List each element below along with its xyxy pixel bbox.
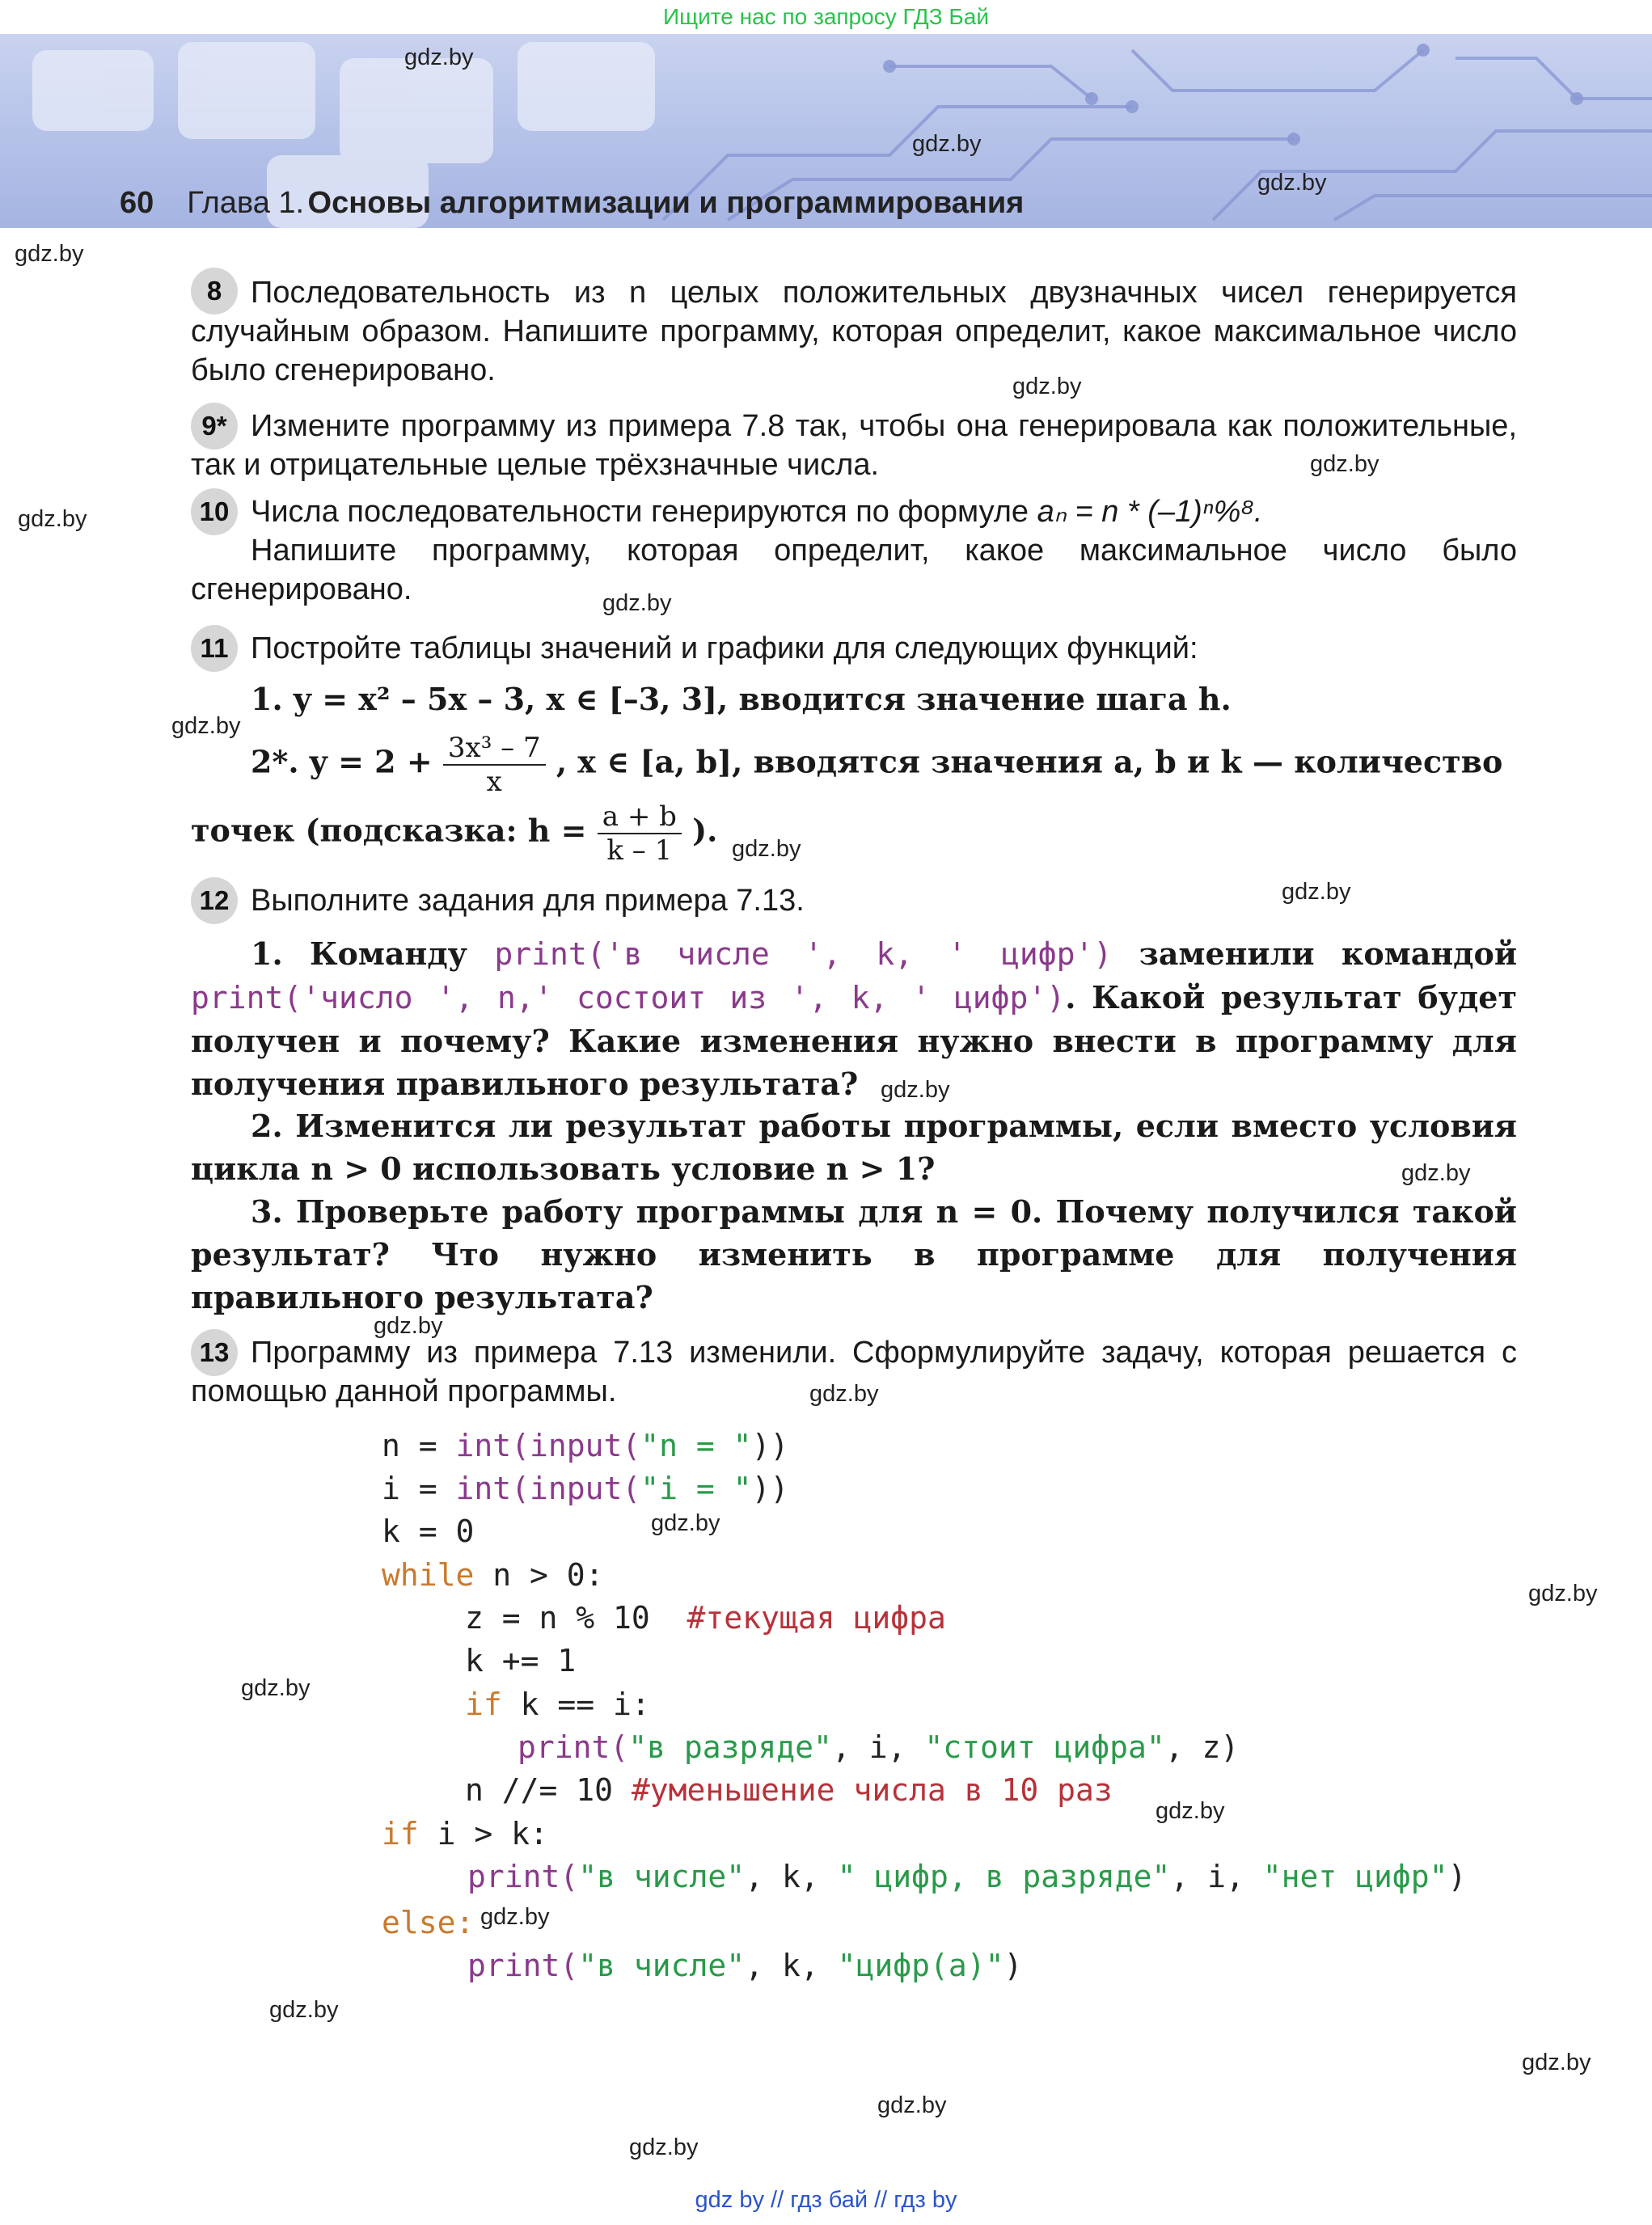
watermark: gdz.by (171, 713, 241, 739)
watermark: gdz.by (1282, 879, 1351, 905)
watermark: gdz.by (1310, 451, 1379, 477)
code-line-1: n = int(input("n = ")) (382, 1428, 789, 1463)
watermark: gdz.by (1522, 2050, 1591, 2075)
code-line-6: k += 1 (465, 1643, 577, 1678)
code-line-2: i = int(input("i = ")) (382, 1471, 789, 1506)
watermark: gdz.by (1528, 1581, 1598, 1606)
watermark: gdz.by (1401, 1160, 1471, 1186)
watermark: gdz.by (877, 2092, 947, 2118)
q1-text-b: заменили командой (1139, 935, 1518, 972)
task-10-text-a: Числа последовательности генерируются по формуле (251, 495, 1029, 529)
watermark: gdz.by (269, 1997, 339, 2023)
page-number: 60 (120, 186, 154, 220)
top-search-note: Ищите нас по запросу ГДЗ Бай (662, 4, 990, 29)
fraction-denominator: x (486, 766, 502, 798)
footer-links: gdz by // гдз бай // гдз by (695, 2187, 957, 2213)
q1-text-a: 1. Команду (251, 935, 467, 972)
watermark: gdz.by (881, 1077, 950, 1103)
watermark: gdz.by (1156, 1798, 1225, 1824)
code-line-3: k = 0 (382, 1514, 475, 1549)
watermark: gdz.by (602, 590, 672, 616)
code-line-7: if k == i: (465, 1687, 650, 1722)
task-11-item2 (251, 732, 1517, 798)
chapter-prefix: Глава 1. (187, 186, 305, 220)
watermark: gdz.by (732, 836, 801, 862)
task-12-q1 (191, 932, 1517, 1105)
hint-fraction (598, 800, 682, 867)
task-number-9: 9* (191, 403, 238, 450)
watermark: gdz.by (1012, 374, 1082, 399)
watermark: gdz.by (15, 241, 84, 267)
task-10-formula: aₙ = n * (–1)ⁿ%⁸. (1037, 495, 1263, 529)
task-11-item1: 1. y = x² – 5x – 3, x ∈ [–3, 3], вводится значение шага h. (251, 681, 1232, 717)
task-number-10: 10 (191, 488, 238, 535)
code-line-4: while n > 0: (382, 1557, 604, 1593)
task-12-q3: 3. Проверьте работу программы для n = 0. Почему получился такой результат? Что нужно изменить в программе для получения правильного результата? (191, 1193, 1517, 1315)
task-11-fraction (443, 732, 546, 798)
code-line-13: print("в числе", k, "цифр(а)") (467, 1948, 1023, 1983)
watermark: gdz.by (18, 506, 87, 532)
q1-code-old: print('в числе ', k, ' цифр') (494, 936, 1113, 972)
q1-code-new: print('число ', n,' состоит из ', k, ' цифр') (191, 980, 1066, 1015)
code-line-10: if i > k: (382, 1816, 548, 1851)
task-12-text: Выполните задания для примера 7.13. (251, 884, 805, 918)
task-13-text: Программу из примера 7.13 изменили. Сформулируйте задачу, которая решается с помощью данной программы. (191, 1336, 1517, 1408)
chapter-title: Основы алгоритмизации и программирования (307, 186, 1025, 220)
watermark: gdz.by (912, 131, 982, 157)
task-10-line1 (251, 492, 1517, 531)
task-number-13: 13 (191, 1329, 238, 1376)
task-11-item2-suffix: , x ∈ [a, b], вводятся значения a, b и k — количество (556, 743, 1503, 780)
task-11-hint-prefix: точек (подсказка: h = (191, 812, 587, 849)
task-11-text: Постройте таблицы значений и графики для следующих функций: (251, 631, 1198, 665)
watermark: gdz.by (1257, 170, 1327, 196)
task-9-text: Измените программу из примера 7.8 так, чтобы она генерировала как положительные, так и отрицательные целые трёхзначные числа. (191, 409, 1517, 482)
code-line-9: n //= 10 #уменьшение числа в 10 раз (465, 1772, 1113, 1808)
task-10-text-b: Напишите программу, которая определит, какое максимальное число было сгенерировано. (191, 534, 1517, 606)
code-line-12: else: (382, 1905, 475, 1940)
task-number-12: 12 (191, 877, 238, 924)
task-12-q2: 2. Изменится ли результат работы программы, если вместо условия цикла n > 0 использовать условие n > 1? (191, 1108, 1517, 1187)
watermark: gdz.by (241, 1675, 311, 1701)
watermark: gdz.by (480, 1904, 550, 1930)
task-number-8: 8 (191, 268, 238, 315)
task-11-item2-prefix: 2*. y = 2 + (251, 743, 433, 780)
watermark: gdz.by (374, 1313, 443, 1339)
watermark: gdz.by (629, 2134, 699, 2160)
fraction-numerator: 3x³ – 7 (443, 732, 546, 766)
code-line-11: print("в числе", k, " цифр, в разряде", i, "нет цифр") (467, 1859, 1467, 1894)
task-8-text: Последовательность из n целых положительных двузначных чисел генерируется случайным образом. Напишите программу, которая определит, какое максимальное число было сгенерировано. (191, 276, 1517, 387)
task-number-11: 11 (191, 625, 238, 672)
q1-text-c: . Какой результат будет получен и почему? Какие изменения нужно внести в программу для получения правильного результата? (191, 979, 1518, 1102)
task-11-hint-suffix: ). (692, 812, 718, 849)
code-line-5: z = n % 10 #текущая цифра (465, 1600, 946, 1636)
page-header (120, 186, 1024, 221)
watermark: gdz.by (404, 44, 474, 70)
fraction-denominator: k – 1 (606, 834, 673, 867)
watermark: gdz.by (651, 1510, 720, 1536)
watermark: gdz.by (809, 1381, 879, 1407)
task-11-hint (191, 800, 717, 867)
fraction-numerator: a + b (598, 800, 682, 834)
code-line-8: print("в разряде", i, "стоит цифра", z) (518, 1729, 1240, 1765)
